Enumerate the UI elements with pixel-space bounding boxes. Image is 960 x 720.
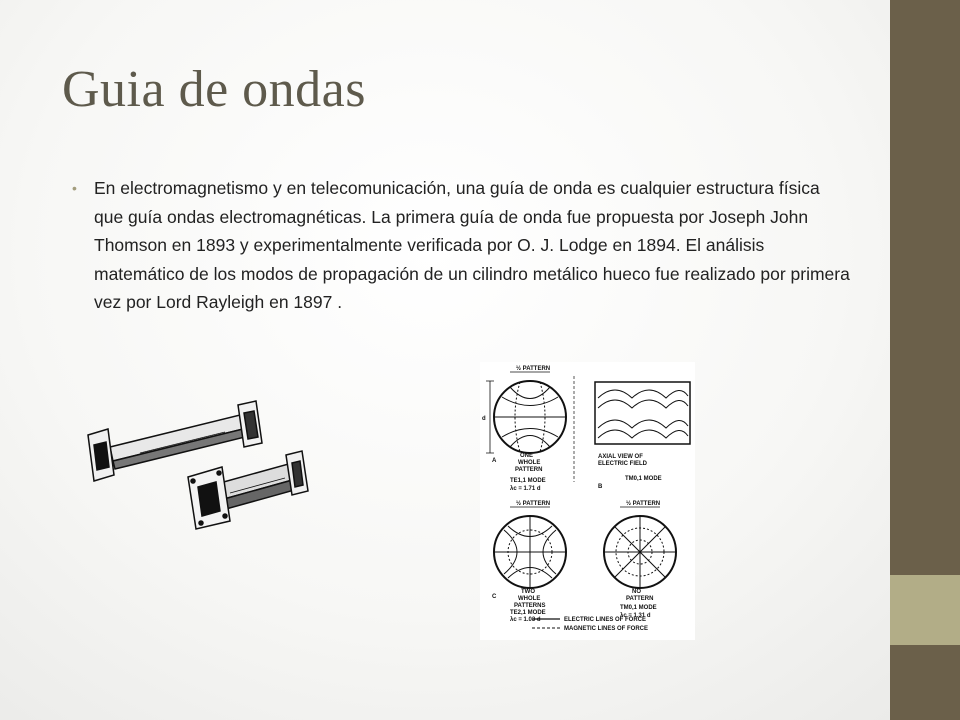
panel-a-letter: A — [492, 458, 497, 464]
bullet-text: En electromagnetismo y en telecomunicación, una guía de onda es cualquier estructura física que guía ondas electromagnéticas. La primera guía de onda fue propuesta por Joseph John Thomson en 1893 y experimentalmente verificada por O. J. Lodge en 1894. El análisis matemático de los modos de propagación de un cilindro metálico hueco fue realizado por primera vez por Lord Rayleigh en 1897 . — [94, 178, 850, 313]
panel-c-letter: C — [492, 594, 497, 600]
sidebar-band-dark-bottom — [890, 645, 960, 720]
panel-a-dim-label: d — [482, 416, 486, 422]
panel-a-label-3: PATTERN — [515, 467, 543, 473]
legend-electric: ELECTRIC LINES OF FORCE — [564, 617, 647, 623]
panel-d-mode: TM0,1 MODE — [620, 605, 657, 611]
panel-c-label-3: PATTERNS — [514, 603, 546, 609]
panel-d-label-2: PATTERN — [626, 596, 654, 602]
panel-c-label-1: TWO — [521, 589, 535, 595]
sidebar-band-accent — [890, 575, 960, 645]
legend-magnetic: MAGNETIC LINES OF FORCE — [564, 626, 648, 632]
panel-c-top-label: ½ PATTERN — [516, 501, 551, 507]
bullet-dot-icon: • — [72, 180, 77, 196]
panel-a-mode: TE1,1 MODE — [510, 478, 546, 484]
panel-a-label-2: WHOLE — [518, 460, 541, 466]
panel-c-cutoff: λc = 1.03 d — [510, 617, 541, 623]
panel-b-label-1: AXIAL VIEW OF — [598, 454, 643, 460]
sidebar-band-dark — [890, 0, 960, 575]
panel-c-mode: TE2,1 MODE — [510, 610, 546, 616]
waveguide-photo — [80, 395, 315, 530]
panel-c-label-2: WHOLE — [518, 596, 541, 602]
panel-a-cutoff: λc = 1.71 d — [510, 486, 541, 492]
panel-d-label-1: NO — [632, 589, 641, 595]
bullet-list — [72, 174, 852, 317]
panel-d-top-label: ½ PATTERN — [626, 501, 661, 507]
panel-a-label-1: ONE — [520, 453, 534, 459]
bullet-item — [72, 174, 852, 317]
sidebar-decoration — [890, 0, 960, 720]
panel-d-cutoff: λc = 1.31 d — [620, 613, 651, 619]
slide-title: Guia de ondas — [62, 61, 366, 118]
panel-b-label-2: ELECTRIC FIELD — [598, 461, 647, 467]
panel-b-mode: TM0,1 MODE — [625, 476, 662, 482]
waveguide-modes-diagram — [480, 362, 695, 640]
panel-a-top-label: ½ PATTERN — [516, 366, 551, 372]
panel-b-letter: B — [598, 484, 603, 490]
